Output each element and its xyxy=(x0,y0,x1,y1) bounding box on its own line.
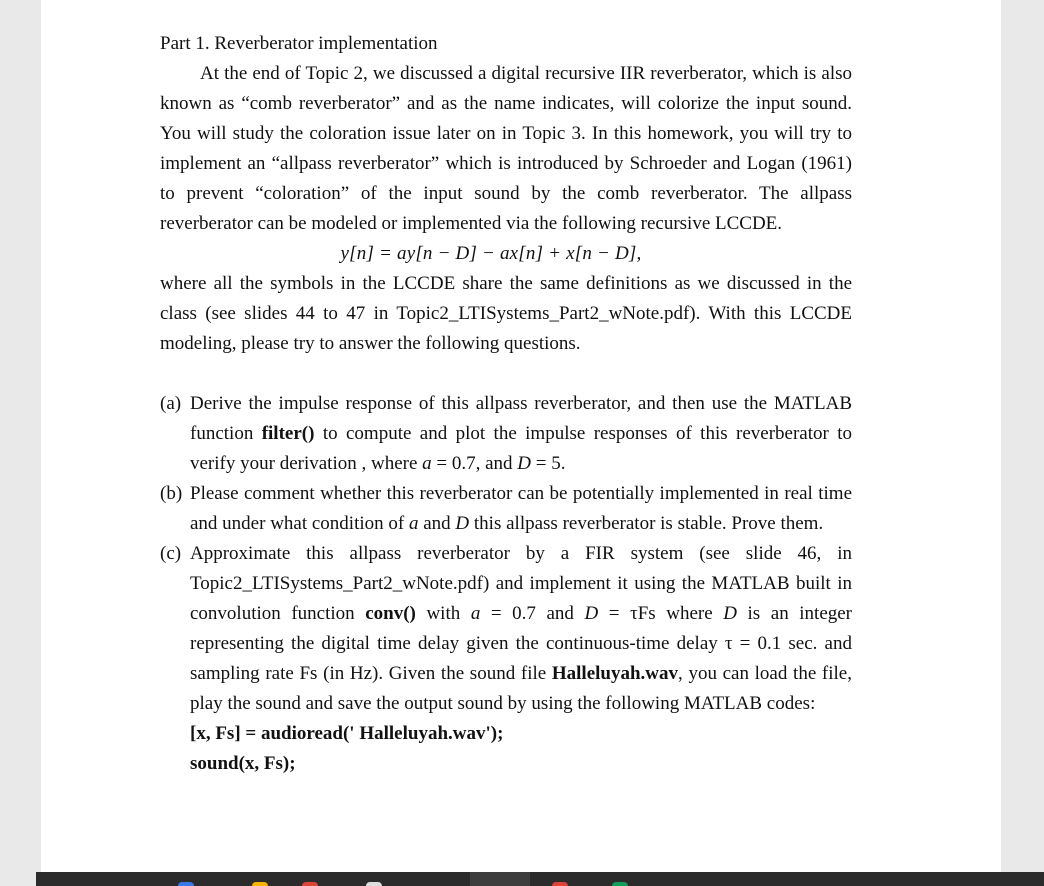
var-d: D xyxy=(584,603,599,624)
text: to compute and plot the impulse responses of this reverberator to verify your derivation , where xyxy=(190,423,852,474)
var-a: a xyxy=(422,453,432,474)
question-c xyxy=(160,539,852,719)
code-line: [x, Fs] = audioread(' Halleluyah.wav'); xyxy=(190,723,504,744)
text: Derive the impulse response of this allpass reverberator, and then use the MATLAB function xyxy=(190,393,852,444)
question-a-label: (a) xyxy=(160,393,182,414)
var-a: a xyxy=(408,513,419,534)
text: this allpass reverberator is stable. Prove them. xyxy=(469,513,824,534)
chrome-icon[interactable] xyxy=(252,882,268,886)
text: is an integer representing the digital time delay given the continuous-time delay τ = 0.1 sec. and sampling rate Fs (in Hz). Given the sound file xyxy=(190,603,853,684)
taskbar-active-app[interactable] xyxy=(470,872,530,886)
text: = 0.7 and xyxy=(480,603,585,624)
intro-paragraph: At the end of Topic 2, we discussed a digital recursive IIR reverberator, which is also known as “comb reverberator” and as the name indicates, will colorize the input sound. You will study the coloration issue later on in Topic 3. In this homework, you will try to implement an “allpass reverberator” which is introduced by Schroeder and Logan (1961) to prevent “coloration” of the input sound by the comb reverberator. The allpass reverberator can be modeled or implemented via the following recursive LCCDE. xyxy=(160,63,852,234)
section-heading: Part 1. Reverberator implementation xyxy=(160,33,438,54)
text: = τFs where xyxy=(598,603,724,624)
office-icon[interactable] xyxy=(302,882,318,886)
text: Please comment whether this reverberator can be potentially implemented in real time and under what condition of xyxy=(190,483,852,534)
text: Approximate this allpass reverberator by a FIR system (see slide 46, in Topic2_LTISystems_Part2_wNote.pdf) and implement it using the MATLAB built in convolution function xyxy=(190,543,852,624)
question-b-label: (b) xyxy=(160,483,183,504)
var-a: a xyxy=(470,603,481,624)
definitions-paragraph: where all the symbols in the LCCDE share the same definitions as we discussed in the class (see slides 44 to 47 in Topic2_LTISystems_Part2_wNote.pdf). With this LCCDE modeling, please try to answer the following questions. xyxy=(160,273,852,354)
var-d: D xyxy=(455,513,470,534)
text: = 0.7, and xyxy=(431,453,518,474)
text: = 5. xyxy=(531,453,566,474)
browser-icon[interactable] xyxy=(178,882,194,886)
app-icon[interactable] xyxy=(612,882,628,886)
question-b xyxy=(160,479,852,539)
conv-function: conv() xyxy=(365,603,416,624)
question-c-label: (c) xyxy=(160,543,182,564)
app-icon[interactable] xyxy=(552,882,568,886)
text: with xyxy=(415,603,471,624)
taskbar-edge xyxy=(0,872,36,886)
question-a xyxy=(160,389,852,479)
document-page xyxy=(41,0,1001,872)
text: and xyxy=(418,513,456,534)
taskbar xyxy=(0,872,1044,886)
lccde-equation: y[n] = ay[n − D] − ax[n] + x[n − D], xyxy=(340,243,642,264)
code-line: sound(x, Fs); xyxy=(190,753,296,774)
var-d: D xyxy=(723,603,737,624)
filter-function: filter() xyxy=(261,423,315,444)
search-icon[interactable] xyxy=(366,882,382,886)
document-content xyxy=(160,29,852,779)
text: , you can load the file, play the sound and save the output sound by using the following MATLAB codes: xyxy=(190,663,852,714)
sound-file-name: Halleluyah.wav xyxy=(551,663,679,684)
var-d: D xyxy=(517,453,532,474)
